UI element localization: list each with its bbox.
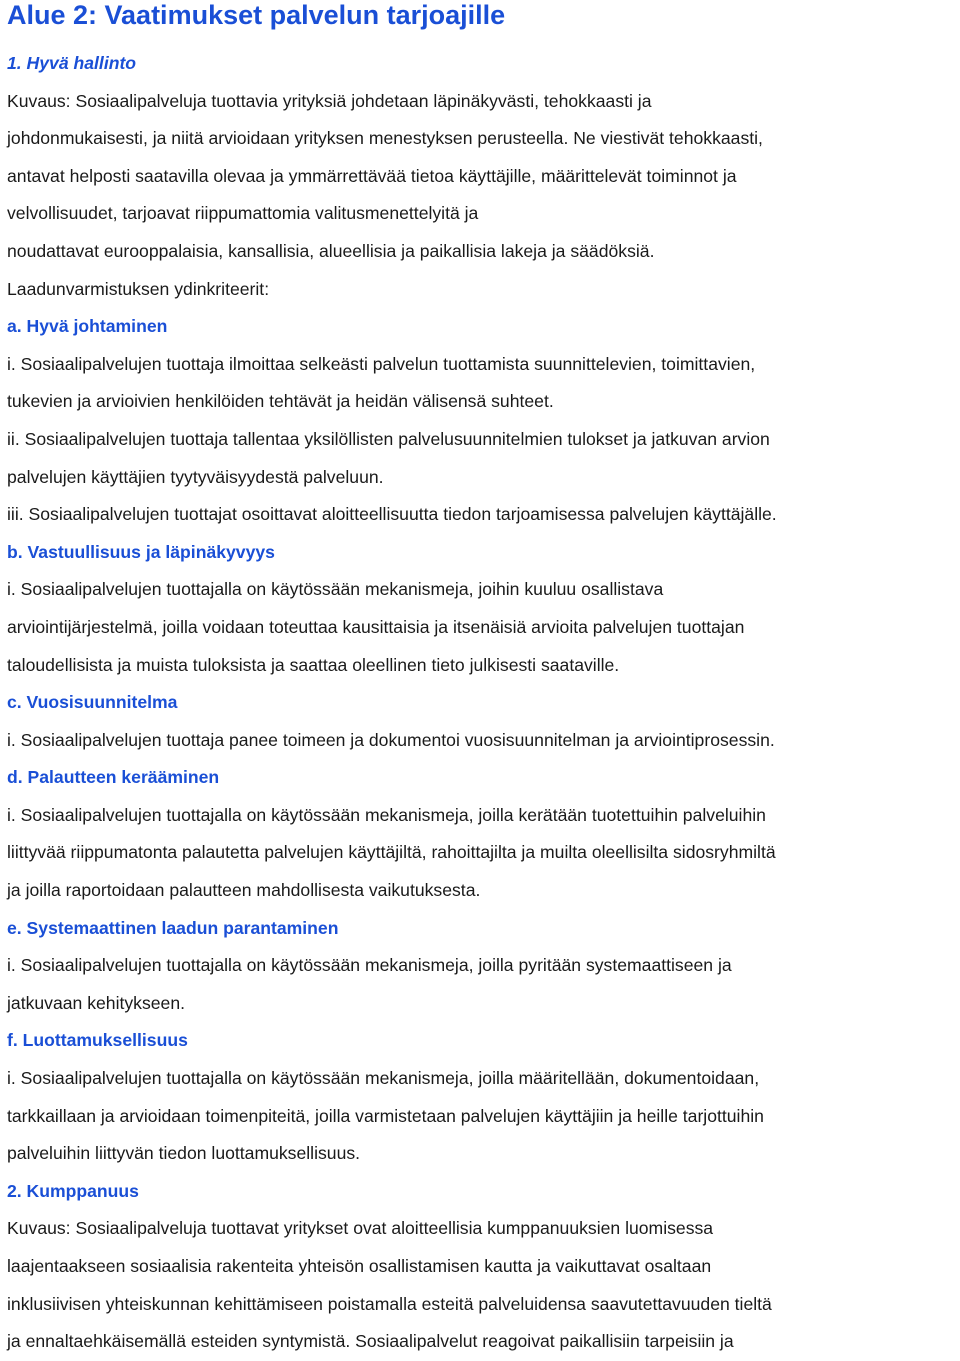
subsection-annual-plan [7,684,960,759]
criterion-line: palvelujen käyttäjien tyytyväisyydestä palveluun. [7,466,384,487]
criterion-line: ii. Sosiaalipalvelujen tuottaja tallentaa yksilöllisten palvelusuunnitelmien tulokset ja jatkuvan arvion [7,428,770,449]
document-page [7,0,960,1361]
subsection-quality-improvement [7,910,960,1023]
criterion-line: jatkuvaan kehitykseen. [7,992,185,1013]
description-line: laajentaakseen sosiaalisia rakenteita yhteisön osallistamisen kautta ja vaikuttavat osaltaan [7,1256,712,1276]
criterion-line: i. Sosiaalipalvelujen tuottajalla on käytössään mekanismeja, joihin kuuluu osallistava [7,579,664,600]
criterion-line: tarkkaillaan ja arvioidaan toimenpiteitä, joilla varmistetaan palvelujen käyttäjiin ja heille tarjottuihin [7,1105,764,1126]
description-line: ja ennaltaehkäisemällä esteiden syntymistä. Sosiaalipalvelut reagoivat paikallisiin tarpeisiin ja [7,1331,734,1352]
subsection-heading: f. Luottamuksellisuus [7,1030,188,1051]
subsection-heading: e. Systemaattinen laadun parantaminen [7,917,339,938]
section-good-governance [7,45,960,1173]
criterion-line: i. Sosiaalipalvelujen tuottajalla on käytössään mekanismeja, joilla kerätään tuotettuihin palveluihin [7,804,766,825]
description-line: inklusiivisen yhteiskunnan kehittämiseen poistamalla esteitä palveluidensa saavutettavuuden tieltä [7,1293,772,1314]
subsection-accountability [7,534,960,684]
description-line: johdonmukaisesti, ja niitä arvioidaan yrityksen menestyksen perusteella. Ne viestivät tehokkaasti, [7,128,763,149]
criterion-line: i. Sosiaalipalvelujen tuottaja ilmoittaa selkeästi palvelun tuottamista suunnittelevien, toimittavien, [7,353,756,374]
criterion-line: iii. Sosiaalipalvelujen tuottajat osoittavat aloitteellisuutta tiedon tarjoamisessa palvelujen käyttäjälle. [7,504,777,525]
criterion-line: liittyvää riippumatonta palautetta palvelujen käyttäjiltä, rahoittajilta ja muilta oleellisilta sidosryhmiltä [7,842,776,863]
subsection-heading: c. Vuosisuunnitelma [7,692,178,713]
criterion-line: ja joilla raportoidaan palautteen mahdollisesta vaikutuksesta. [7,880,481,901]
section-heading: 2. Kumppanuus [7,1180,139,1201]
criterion-line: tukevien ja arvioivien henkilöiden tehtävät ja heidän välisensä suhteet. [7,391,554,412]
criterion-line: palveluihin liittyvän tiedon luottamuksellisuus. [7,1143,361,1164]
subsection-heading: d. Palautteen kerääminen [7,767,220,788]
subsection-good-leadership [7,308,960,534]
criterion-line: i. Sosiaalipalvelujen tuottajalla on käytössään mekanismeja, joilla määritellään, dokumentoidaan, [7,1068,760,1089]
description-line: Kuvaus: Sosiaalipalveluja tuottavat yritykset ovat aloitteellisia kumppanuuksien luomisessa [7,1218,714,1239]
criteria-label: Laadunvarmistuksen ydinkriteerit: [7,278,270,299]
subsection-heading: a. Hyvä johtaminen [7,316,168,337]
criterion-line: i. Sosiaalipalvelujen tuottaja panee toimeen ja dokumentoi vuosisuunnitelman ja arviointiprosessin. [7,729,775,750]
description-line: antavat helposti saatavilla olevaa ja ymmärrettävää tietoa käyttäjille, määrittelevät toiminnot ja [7,165,737,186]
criterion-line: i. Sosiaalipalvelujen tuottajalla on käytössään mekanismeja, joilla pyritään systemaattiseen ja [7,955,732,976]
criterion-line: arviointijärjestelmä, joilla voidaan toteuttaa kausittaisia ja itsenäisiä arvioita palvelujen tuottajan [7,616,745,637]
description-line: Kuvaus: Sosiaalipalveluja tuottavia yrityksiä johdetaan läpinäkyvästi, tehokkaasti ja [7,90,652,111]
subsection-heading: b. Vastuullisuus ja läpinäkyvyys [7,541,275,562]
section-heading: 1. Hyvä hallinto [7,53,137,73]
subsection-confidentiality [7,1022,960,1172]
description-line: noudattavat eurooppalaisia, kansallisia, alueellisia ja paikallisia lakeja ja säädöksiä. [7,240,655,261]
page-title: Alue 2: Vaatimukset palvelun tarjoajille [7,0,506,30]
criterion-line: taloudellisista ja muista tuloksista ja saattaa oleellinen tieto julkisesti saataville. [7,654,620,675]
subsection-feedback [7,759,960,909]
section-partnership [7,1173,960,1361]
description-line: velvollisuudet, tarjoavat riippumattomia valitusmenettelyitä ja [7,203,479,224]
